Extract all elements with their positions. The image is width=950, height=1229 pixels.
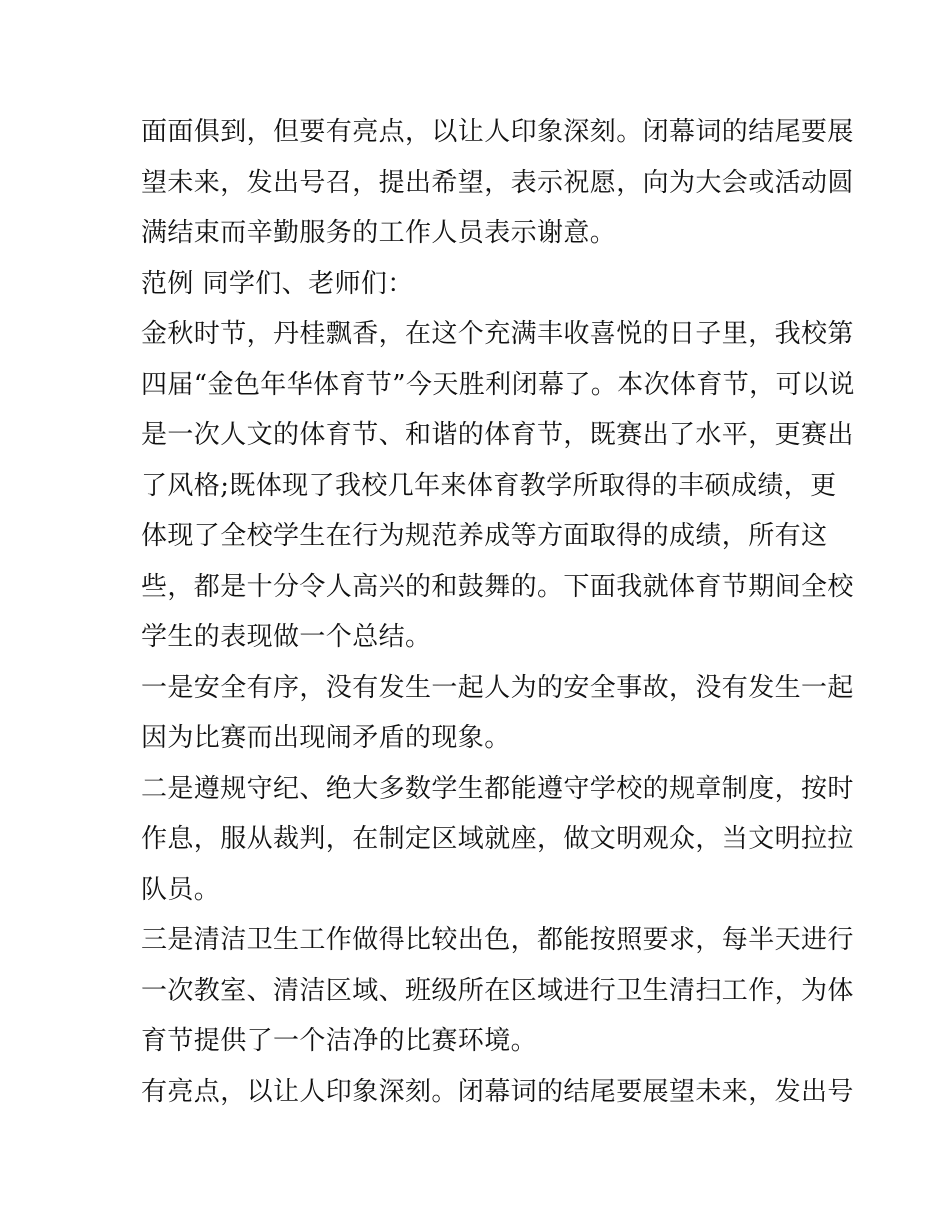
paragraph-example-salutation [141,259,817,310]
paragraph-point-two [141,764,854,916]
paragraph-closing-speech-guidance [141,107,854,259]
text-line: 队员。 [141,874,221,905]
paragraph-point-three [141,915,854,1067]
text-line: 作息，服从裁判，在制定区域就座，做文明观众，当文明拉拉 [141,824,854,854]
text-line: 因为比赛而出现闹矛盾的现象。 [141,723,511,753]
text-line: 望未来，发出号召，提出希望，表示祝愿，向为大会或活动圆 [141,167,854,198]
text-line: 一是安全有序，没有发生一起人为的安全事故，没有发生一起 [141,672,854,703]
text-line: 面面俱到，但要有亮点，以让人印象深刻。闭幕词的结尾要展 [141,117,854,147]
text-line: 金秋时节，丹桂飘香，在这个充满丰收喜悦的日子里，我校第 [141,319,854,349]
document-body [141,107,855,1117]
text-line: 些，都是十分令人高兴的和鼓舞的。下面我就体育节期间全校 [141,571,854,602]
text-line: 了风格;既体现了我校几年来体育教学所取得的丰硕成绩，更 [141,470,837,501]
text-line: 满结束而辛勤服务的工作人员表示谢意。 [141,218,617,248]
text-line: 四届“金色年华体育节”今天胜利闭幕了。本次体育节，可以说 [141,369,855,400]
text-line: 三是清洁卫生工作做得比较出色，都能按照要求，每半天进行 [141,925,854,955]
text-line: 体现了全校学生在行为规范养成等方面取得的成绩，所有这 [141,521,828,551]
text-line: 学生的表现做一个总结。 [141,622,432,652]
text-line: 育节提供了一个洁净的比赛环境。 [141,1026,538,1056]
text-line: 一次教室、清洁区域、班级所在区域进行卫生清扫工作，为体 [141,975,854,1006]
text-line: 有亮点，以让人印象深刻。闭幕词的结尾要展望未来，发出号 [141,1076,854,1107]
paragraph-trailing [141,1067,854,1118]
text-line: 二是遵规守纪、绝大多数学生都能遵守学校的规章制度，按时 [141,773,854,804]
paragraph-point-one [141,663,854,764]
text-line: 是一次人文的体育节、和谐的体育节，既赛出了水平，更赛出 [141,420,854,450]
paragraph-opening [141,309,855,663]
text-line: 范例 同学们、老师们： [141,268,414,299]
